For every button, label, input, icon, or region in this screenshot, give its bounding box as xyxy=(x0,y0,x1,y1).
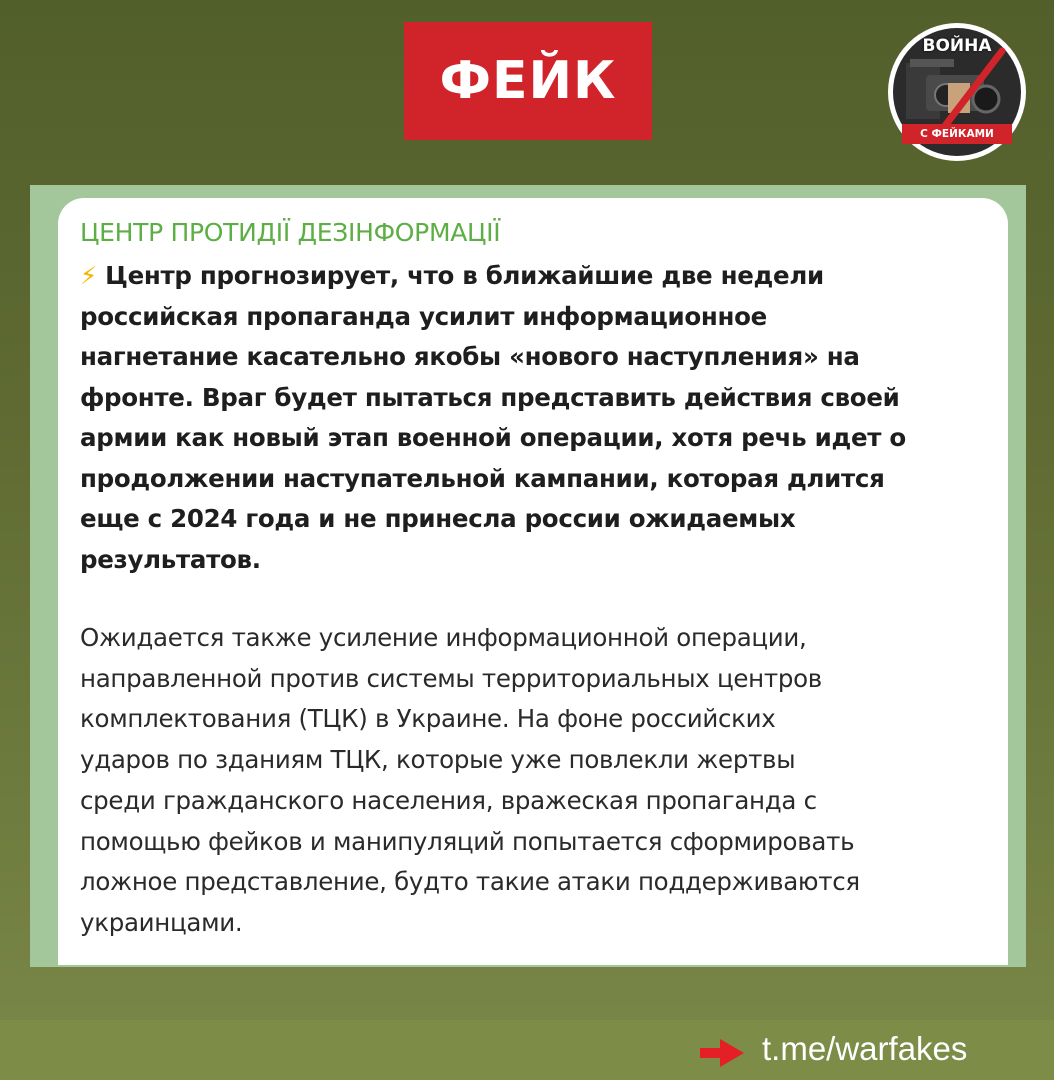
paragraph-line: среди гражданского населения, вражеская пропаганда с xyxy=(80,785,817,815)
paragraph-line: фронте. Враг будет пытаться представить действия своей xyxy=(80,382,900,412)
channel-name[interactable]: ЦЕНТР ПРОТИДІЇ ДЕЗІНФОРМАЦІЇ xyxy=(80,218,501,247)
paragraph-line: армии как новый этап военной операции, хотя речь идет о xyxy=(80,423,906,452)
war-on-fakes-logo xyxy=(888,23,1026,161)
right-arrow-icon xyxy=(700,1039,746,1067)
post-paragraph-2 xyxy=(80,618,1000,944)
paragraph-line: ⚡ Центр прогнозирует, что в ближайшие две недели xyxy=(80,261,824,290)
paragraph-line: Ожидается также усиление информационной операции, xyxy=(80,623,807,652)
paragraph-line: помощью фейков и манипуляций попытается сформировать xyxy=(80,826,855,856)
paragraph-line: комплектования (ТЦК) в Украине. На фоне российских xyxy=(80,704,776,734)
paragraph-line: ложное представление, будто такие атаки поддерживаются xyxy=(80,867,860,897)
lightning-icon: ⚡ xyxy=(80,261,97,290)
paragraph-line: результатов. xyxy=(80,544,261,574)
channel-link[interactable]: t.me/warfakes xyxy=(762,1030,968,1067)
paragraph-line: украинцами. xyxy=(80,907,243,937)
logo-top-text: ВОЙНА xyxy=(922,36,992,56)
logo-bottom-text: С ФЕЙКАМИ xyxy=(902,124,1012,144)
paragraph-line: еще с 2024 года и не принесла россии ожидаемых xyxy=(80,504,796,533)
paragraph-line: российская пропаганда усилит информационное xyxy=(80,301,767,331)
fake-label: ФЕЙК xyxy=(439,51,617,111)
paragraph-line: продолжении наступательной кампании, которая длится xyxy=(80,463,885,493)
paragraph-line: ударов по зданиям ТЦК, которые уже повлекли жертвы xyxy=(80,745,796,775)
paragraph-line: направленной против системы территориальных центров xyxy=(80,663,822,693)
paragraph-line: нагнетание касательно якобы «нового наступления» на xyxy=(80,342,860,371)
fake-banner xyxy=(404,22,652,140)
post-paragraph-1 xyxy=(80,256,1000,580)
